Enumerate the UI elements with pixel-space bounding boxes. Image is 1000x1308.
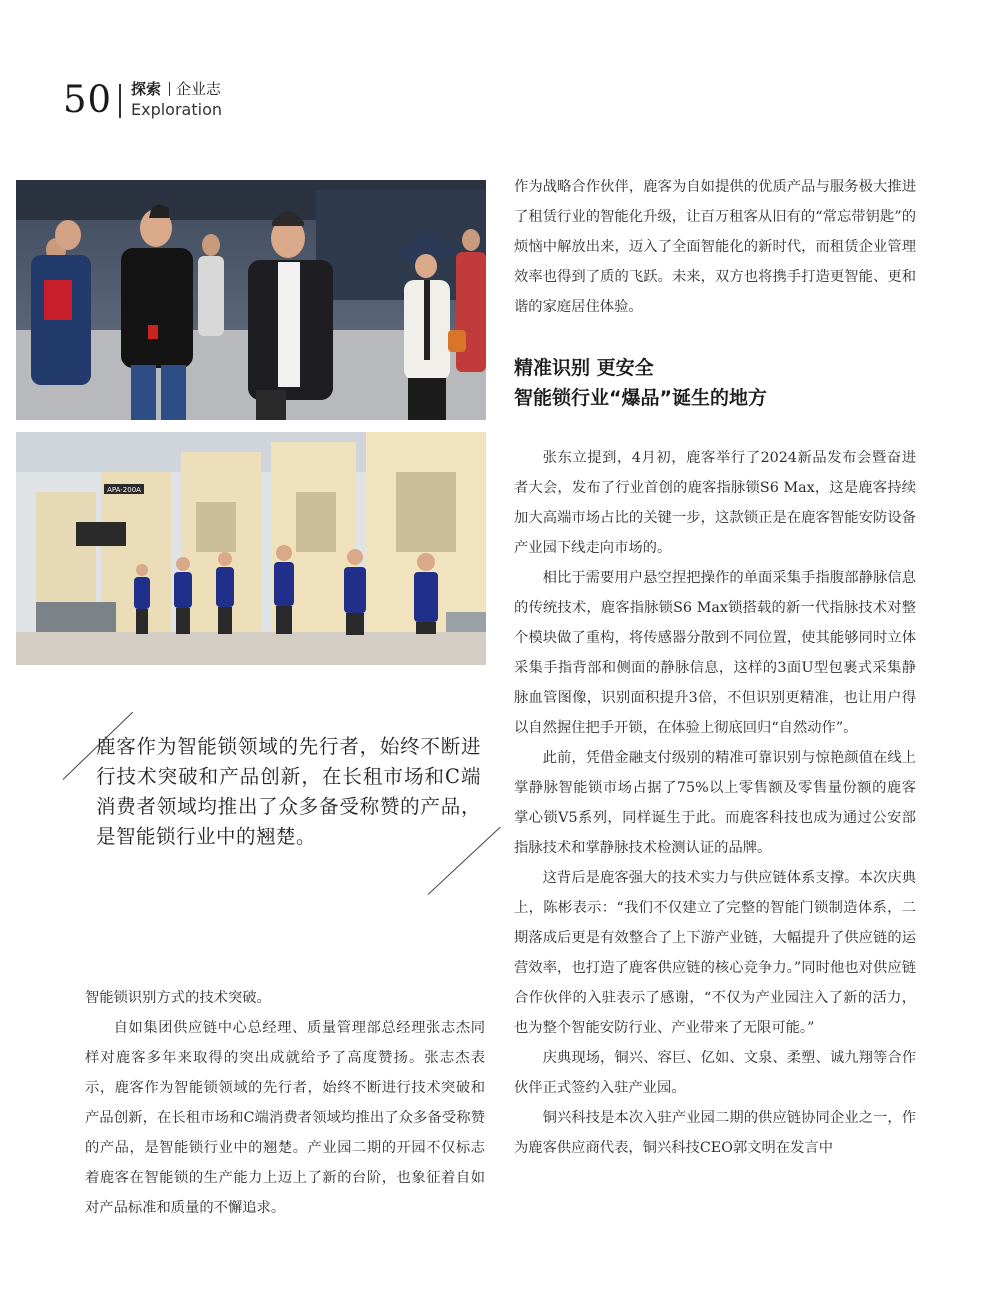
page-number: 50 <box>63 78 113 121</box>
section-separator <box>169 82 170 96</box>
heading-line-2: 智能锁行业“爆品”诞生的地方 <box>514 387 767 409</box>
paragraph: 张东立提到，4月初，鹿客举行了2024新品发布会暨奋进者大会，发布了行业首创的鹿客指脉锁S6 Max，这是鹿客持续加大高端市场占比的关键一步，这款锁正是在鹿客智能安防设备产业园下线走向市场的。 <box>514 450 916 556</box>
heading-line-1: 精准识别 更安全 <box>514 357 654 379</box>
section-title <box>131 78 221 99</box>
paragraph: 庆典现场，铜兴、容巨、亿如、文泉、柔塑、诚九翔等合作伙伴正式签约入驻产业园。 <box>514 1050 916 1096</box>
press-model-label: APA-200A <box>107 486 141 494</box>
left-column-text <box>85 983 485 1223</box>
paragraph: 此前，凭借金融支付级别的精准可靠识别与惊艳颜值在线上掌静脉智能锁市场占据了75%以上零售额及零售量份额的鹿客掌心锁V5系列，同样诞生于此。而鹿客科技也成为通过公安部指脉技术和掌静脉技术检测认证的品牌。 <box>514 750 916 856</box>
factory-workers-photo <box>16 432 486 665</box>
paragraph: 铜兴科技是本次入驻产业园二期的供应链协同企业之一，作为鹿客供应商代表，铜兴科技CEO郭文明在发言中 <box>514 1110 916 1156</box>
paragraph: 作为战略合作伙伴，鹿客为自如提供的优质产品与服务极大推进了租赁行业的智能化升级，让百万租客从旧有的“常忘带钥匙”的烦恼中解放出来，迈入了全面智能化的新时代，而租赁企业管理效率也得到了质的飞跃。未来，双方也将携手打造更智能、更和谐的家庭居住体验。 <box>514 179 916 315</box>
paragraph: 智能锁识别方式的技术突破。 <box>85 990 271 1006</box>
people-walking-photo <box>16 180 486 420</box>
right-column-body <box>514 443 916 1163</box>
subsection-name: 企业志 <box>176 80 222 98</box>
section-heading <box>514 353 767 413</box>
section-name: 探索 <box>131 80 162 98</box>
paragraph: 这背后是鹿客强大的技术实力与供应链体系支撑。本次庆典上，陈彬表示：“我们不仅建立了完整的智能门锁制造体系，二期落成后更是有效整合了上下游产业链，大幅提升了供应链的运营效率，也打造了鹿客供应链的核心竞争力。”同时他也对供应链合作伙伴的入驻表示了感谢，“不仅为产业园注入了新的活力，也为整个智能安防行业、产业带来了无限可能。” <box>514 870 916 1036</box>
right-intro-paragraph <box>514 172 916 322</box>
paragraph: 相比于需要用户悬空捏把操作的单面采集手指腹部静脉信息的传统技术，鹿客指脉锁S6 Max锁搭载的新一代指脉技术对整个模块做了重构，将传感器分散到不同位置，使其能够同时立体采集手指背部和侧面的静脉信息，这样的3面U型包裹式采集静脉血管图像，识别面积提升3倍，不但识别更精准，也让用户得以自然握住把手开锁，在体验上彻底回归“自然动作”。 <box>514 570 916 736</box>
header-divider <box>119 84 121 118</box>
pull-quote: 鹿客作为智能锁领域的先行者，始终不断进行技术突破和产品创新，在长租市场和C端消费者领域均推出了众多备受称赞的产品，是智能锁行业中的翘楚。 <box>96 735 481 848</box>
section-english: Exploration <box>131 100 222 119</box>
paragraph: 自如集团供应链中心总经理、质量管理部总经理张志杰同样对鹿客多年来取得的突出成就给予了高度赞扬。张志杰表示，鹿客作为智能锁领域的先行者，始终不断进行技术突破和产品创新，在长租市场和C端消费者领域均推出了众多备受称赞的产品，是智能锁行业中的翘楚。产业园二期的开园不仅标志着鹿客在智能锁的生产能力上迈上了新的台阶，也象征着自如对产品标准和质量的不懈追求。 <box>85 1020 485 1216</box>
